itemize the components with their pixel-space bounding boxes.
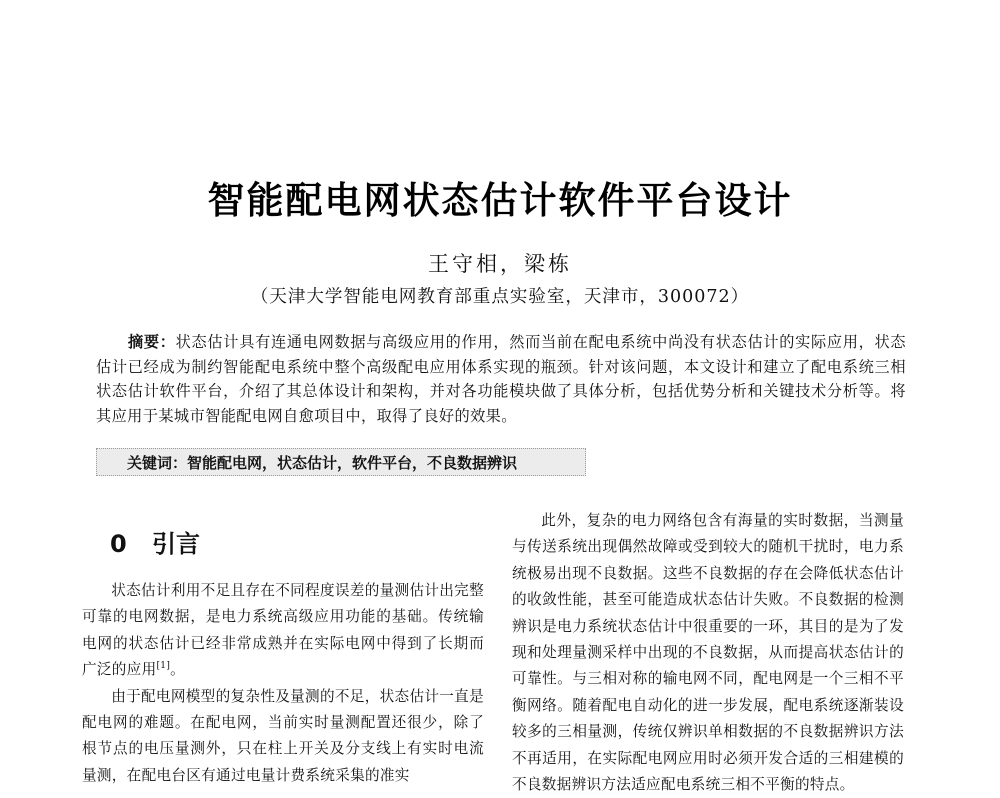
section-title: 引言 (152, 530, 200, 558)
section-heading (110, 524, 200, 559)
keywords-text: 智能配电网，状态估计，软件平台，不良数据辨识 (187, 454, 518, 472)
right-paragraph-1: 此外，复杂的电力网络包含有海量的实时数据，当测量与传送系统出现偶然故障或受到较大的随机干扰时，电力系统极易出现不良数据。这些不良数据的存在会降低状态估计的收敛性能，甚至可能造成状态估计失败。不良数据的检测辨识是电力系统状态估计中很重要的一环，其目的是为了发现和处理量测采样中出现的不良数据，从而提高状态估计的可靠性。与三相对称的输电网不同，配电网是一个三相不平衡网络。随着配电自动化的进一步发展，配电系统逐渐装设较多的三相量测，传统仅辨识单相数据的不良数据辨识方法不再适用，在实际配电网应用时必须开发合适的三相建模的不良数据辨识方法适应配电系统三相不平衡的特点。 (512, 512, 904, 794)
right-column (512, 508, 904, 798)
section-number: 0 (110, 530, 127, 558)
left-column (82, 578, 484, 789)
left-paragraph-1 (82, 578, 484, 684)
keywords-label: 关键词： (127, 454, 188, 472)
left-paragraph-2: 由于配电网模型的复杂性及量测的不足，状态估计一直是配电网的难题。在配电网，当前实时量测配置还很少，除了根节点的电压量测外，只在柱上开关及分支线上有实时电流量测，在配电台区有通过电量计费系统采集的准实 (82, 687, 484, 784)
affiliation: （天津大学智能电网教育部重点实验室，天津市，300072） (250, 287, 750, 307)
citation-ref: [1] (156, 661, 171, 672)
abstract-text: 状态估计具有连通电网数据与高级应用的作用，然而当前在配电系统中尚没有状态估计的实际应用，状态估计已经成为制约智能配电系统中整个高级配电应用体系实现的瓶颈。针对该问题，本文设计和建立了配电系统三相状态估计软件平台，介绍了其总体设计和架构，并对各功能模块做了具体分析，包括优势分析和关键技术分析等。将其应用于某城市智能配电网自愈项目中，取得了良好的效果。 (96, 333, 906, 425)
paper-title: 智能配电网状态估计软件平台设计 (207, 179, 793, 222)
left-paragraph-1-end: 。 (170, 661, 186, 679)
authors: 王守相，梁栋 (428, 252, 572, 276)
keywords (96, 448, 586, 476)
abstract-label: 摘要： (128, 333, 176, 351)
abstract (96, 330, 906, 428)
left-paragraph-1-text: 状态估计利用不足且存在不同程度误差的量测估计出完整可靠的电网数据，是电力系统高级应用功能的基础。传统输电网的状态估计已经非常成熟并在实际电网中得到了长期而广泛的应用 (82, 582, 484, 679)
